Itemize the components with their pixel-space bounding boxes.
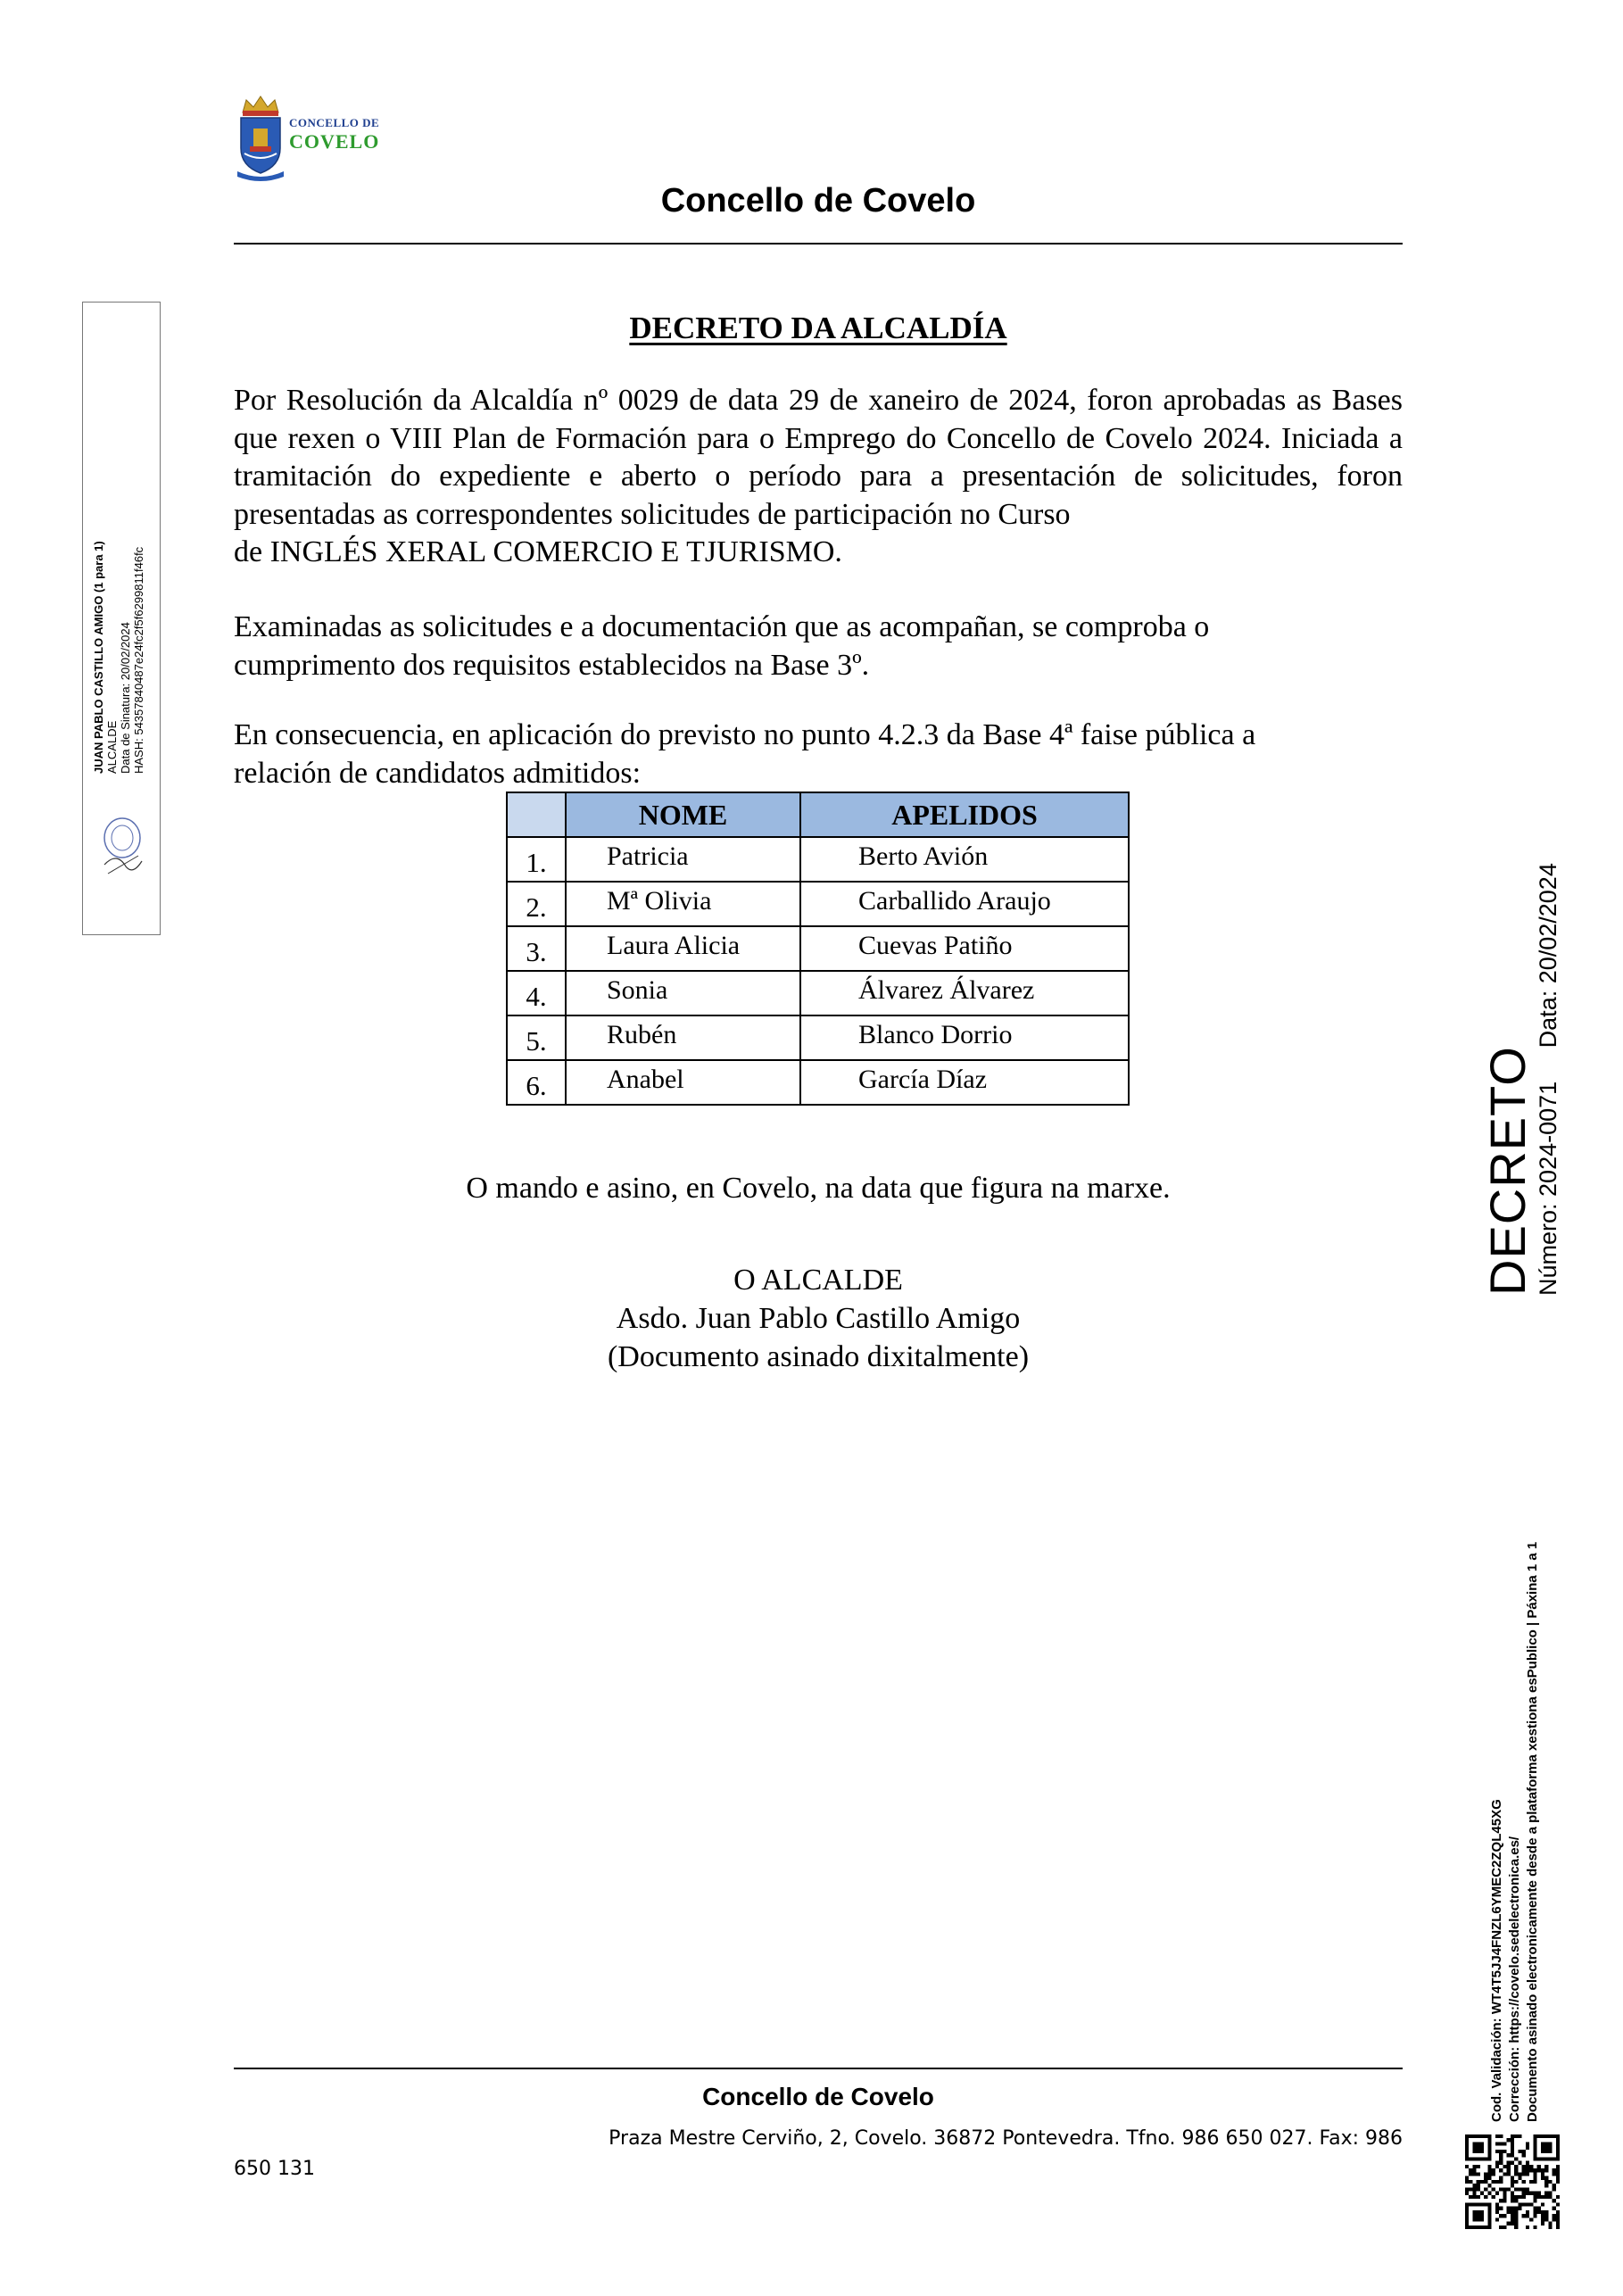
paragraph-2-body: Examinadas as solicitudes e a documentación que as acompañan, se comproba o (234, 610, 1210, 643)
table-row (507, 837, 1129, 882)
row-number: 2. (507, 882, 566, 926)
row-name: Rubén (566, 1015, 800, 1060)
closing-text: O mando e asino, en Covelo, na data que figura na marxe. (466, 1172, 1171, 1205)
footer-address: Praza Mestre Cerviño, 2, Covelo. 36872 Pontevedra. Tfno. 986 650 027. Fax: 986 (609, 2127, 1403, 2150)
signature-box (82, 302, 161, 935)
coat-of-arms-icon (234, 93, 287, 182)
paragraph-1 (234, 382, 1403, 572)
logo-line-2: COVELO (289, 130, 380, 153)
decree-number: Número: 2024-0071 (1535, 1081, 1561, 1296)
paragraph-1-body: Por Resolución da Alcaldía nº 0029 de data 29 de xaneiro de 2024, foron aprobadas as Bases que rexen o VIII Plan de Formación para o Emprego do Concello de Covelo 2024. Iniciada a tramitación do expediente e aberto o período para a presentación de solicitudes, foron presentadas as correspondentes solicitudes de participación no Curso (234, 384, 1403, 531)
row-surname: Cuevas Patiño (800, 926, 1129, 971)
row-number: 3. (507, 926, 566, 971)
logo-line-1: CONCELLO DE (289, 116, 380, 129)
row-surname: Álvarez Álvarez (800, 971, 1129, 1015)
header-divider (234, 243, 1403, 245)
row-name: Laura Alicia (566, 926, 800, 971)
row-number: 5. (507, 1015, 566, 1060)
decree-date: Data: 20/02/2024 (1535, 863, 1561, 1049)
row-name: Sonia (566, 971, 800, 1015)
row-number: 6. (507, 1060, 566, 1105)
signer-role-label: O ALCALDE (733, 1264, 903, 1297)
concello-logo (234, 93, 385, 182)
signer-full-name: Asdo. Juan Pablo Castillo Amigo (616, 1302, 1021, 1335)
signer-name: JUAN PABLO CASTILLO AMIGO (1 para 1) (92, 541, 105, 774)
footer-divider (234, 2068, 1403, 2069)
document-title: DECRETO DA ALCALDÍA (629, 311, 1007, 345)
table-row (507, 1015, 1129, 1060)
signature-hash: HASH: 54357840487e24fc2f5f6299811f46fc (132, 546, 145, 774)
signature-date: Data de Sinatura: 20/02/2024 (119, 622, 132, 774)
row-surname: García Díaz (800, 1060, 1129, 1105)
header-name: NOME (566, 792, 800, 837)
row-name: Anabel (566, 1060, 800, 1105)
validation-platform: Documento asinado electronicamente desde a plataforma xestiona esPublico | Páxina 1 a 1 (1525, 1541, 1540, 2122)
footer-address-continued: 650 131 (234, 2158, 315, 2180)
validation-code: Cod. Validación: WT4T5JJ4FNZL6YMEC2ZQL45XG (1489, 1799, 1504, 2122)
row-surname: Berto Avión (800, 837, 1129, 882)
row-number: 1. (507, 837, 566, 882)
header-surname: APELIDOS (800, 792, 1129, 837)
table-row (507, 1060, 1129, 1105)
decree-meta (1535, 863, 1562, 1296)
row-name: Mª Olivia (566, 882, 800, 926)
header-number (507, 792, 566, 837)
footer-name: Concello de Covelo (702, 2083, 934, 2110)
paragraph-1-last-line: de INGLÉS XERAL COMERCIO E TJURISMO. (234, 535, 842, 568)
table-row (507, 971, 1129, 1015)
paragraph-3-body: En consecuencia, en aplicación do previsto no punto 4.2.3 da Base 4ª faise pública a (234, 718, 1256, 751)
paragraph-3-last-line: relación de candidatos admitidos: (234, 756, 642, 790)
validation-url: Corrección: https://covelo.sedelectronica.es/ (1507, 1836, 1522, 2122)
qr-code-icon[interactable] (1465, 2134, 1560, 2229)
row-name: Patricia (566, 837, 800, 882)
signature-seal-icon (99, 811, 145, 881)
candidates-table (506, 792, 1130, 1106)
signer-role: ALCALDE (105, 720, 119, 774)
validation-text (1488, 1542, 1542, 2122)
paragraph-3 (234, 717, 1403, 792)
signature-text (92, 310, 145, 774)
decree-word: DECRETO (1479, 1046, 1536, 1296)
signer-note: (Documento asinado dixitalmente) (607, 1340, 1030, 1373)
row-surname: Carballido Araujo (800, 882, 1129, 926)
row-number: 4. (507, 971, 566, 1015)
paragraph-2 (234, 609, 1403, 684)
table-row (507, 926, 1129, 971)
paragraph-2-last-line: cumprimento dos requisitos establecidos na Base 3º. (234, 648, 870, 682)
row-surname: Blanco Dorrio (800, 1015, 1129, 1060)
header-title: Concello de Covelo (660, 182, 976, 220)
table-row (507, 882, 1129, 926)
signature-block (234, 1261, 1403, 1376)
table-header-row (507, 792, 1129, 837)
